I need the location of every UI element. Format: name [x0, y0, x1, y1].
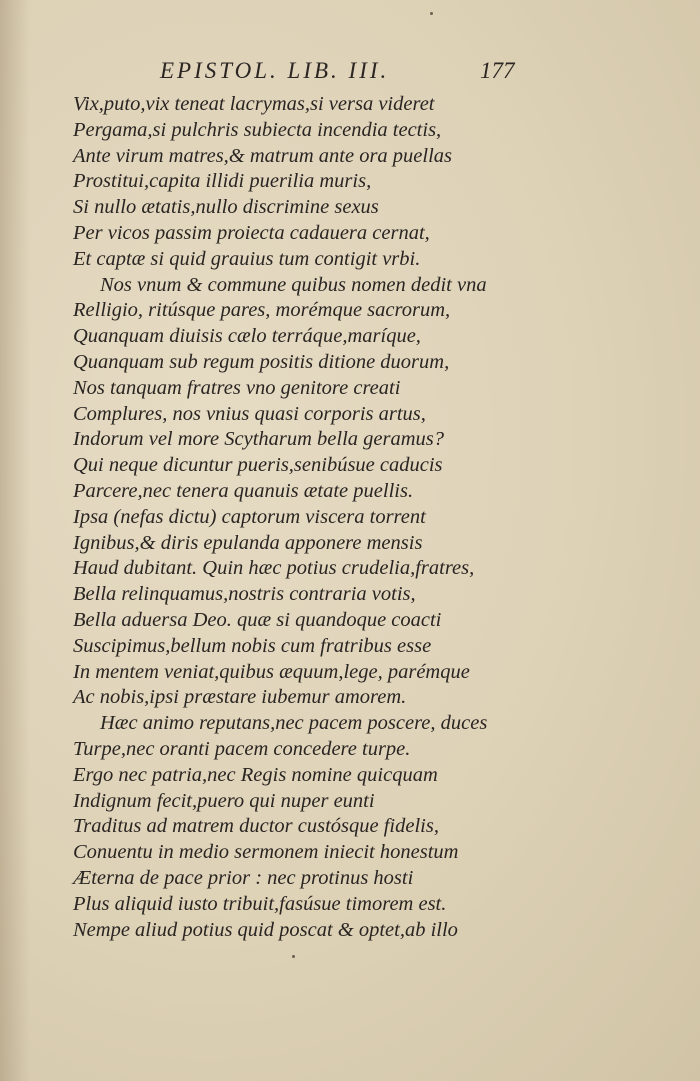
- verse-line: Ac nobis,ipsi præstare iubemur amorem.: [73, 686, 407, 709]
- verse-line: Ignibus,& diris epulanda apponere mensis: [73, 531, 423, 554]
- verse-line: Quanquam sub regum positis ditione duorum,: [73, 350, 450, 373]
- verse-line: Et captæ si quid grauius tum contigit vrbi.: [73, 247, 421, 270]
- verse-line: Nos vnum & commune quibus nomen dedit vna: [100, 273, 487, 296]
- verse-line: Nempe aliud potius quid poscat & optet,ab illo: [73, 918, 458, 941]
- verse-line: Plus aliquid iusto tribuit,fasúsue timorem est.: [73, 892, 447, 915]
- page-number: 177: [480, 58, 515, 83]
- verse-line: Ante virum matres,& matrum ante ora puellas: [73, 144, 453, 167]
- verse-line: Conuentu in medio sermonem iniecit honestum: [73, 841, 459, 864]
- verse-line: Prostitui,capita illidi puerilia muris,: [73, 170, 372, 193]
- paper-speck: [292, 955, 295, 958]
- verse-line: Si nullo ætatis,nullo discrimine sexus: [73, 196, 379, 219]
- verse-line: Parcere,nec tenera quanuis ætate puellis.: [73, 479, 414, 502]
- verse-line: Per vicos passim proiecta cadauera cernat,: [73, 221, 430, 244]
- verse-line: Vix,puto,vix teneat lacrymas,si versa videret: [73, 93, 435, 115]
- verse-line: Ergo nec patria,nec Regis nomine quicquam: [73, 763, 438, 786]
- running-head-title: EPISTOL. LIB. III.: [160, 58, 390, 83]
- verse-line: Traditus ad matrem ductor custósque fidelis,: [73, 815, 439, 838]
- paper-speck: [430, 12, 433, 15]
- verse-line: Indorum vel more Scytharum bella geramus?: [73, 428, 445, 451]
- verse-line: Bella relinquamus,nostris contraria votis,: [73, 583, 416, 606]
- verse-line: Qui neque dicuntur pueris,senibúsue caducis: [73, 454, 443, 477]
- running-head: [160, 58, 520, 92]
- verse-line: Turpe,nec oranti pacem concedere turpe.: [73, 737, 411, 760]
- verse-line: Pergama,si pulchris subiecta incendia tectis,: [73, 118, 442, 141]
- verse-text: [73, 92, 523, 943]
- verse-line: Indignum fecit,puero qui nuper eunti: [73, 789, 375, 812]
- verse-line: Nos tanquam fratres vno genitore creati: [73, 376, 401, 399]
- verse-line: Æterna de pace prior : nec protinus hosti: [73, 866, 414, 889]
- gutter-shadow: [0, 0, 30, 1081]
- verse-line: In mentem veniat,quibus æquum,lege, parémque: [73, 660, 470, 683]
- verse-line: Suscipimus,bellum nobis cum fratribus esse: [73, 634, 432, 657]
- verse-line: Quanquam diuisis cælo terráque,maríque,: [73, 325, 421, 348]
- verse-line: Bella aduersa Deo. quæ si quandoque coacti: [73, 608, 442, 631]
- verse-line: Ipsa (nefas dictu) captorum viscera torrent: [73, 505, 426, 528]
- verse-line: Complures, nos vnius quasi corporis artus,: [73, 402, 426, 425]
- verse-line: Haud dubitant. Quin hæc potius crudelia,fratres,: [73, 557, 475, 580]
- verse-line: Relligio, ritúsque pares, morémque sacrorum,: [73, 299, 451, 322]
- verse-line: Hæc animo reputans,nec pacem poscere, duces: [100, 712, 488, 735]
